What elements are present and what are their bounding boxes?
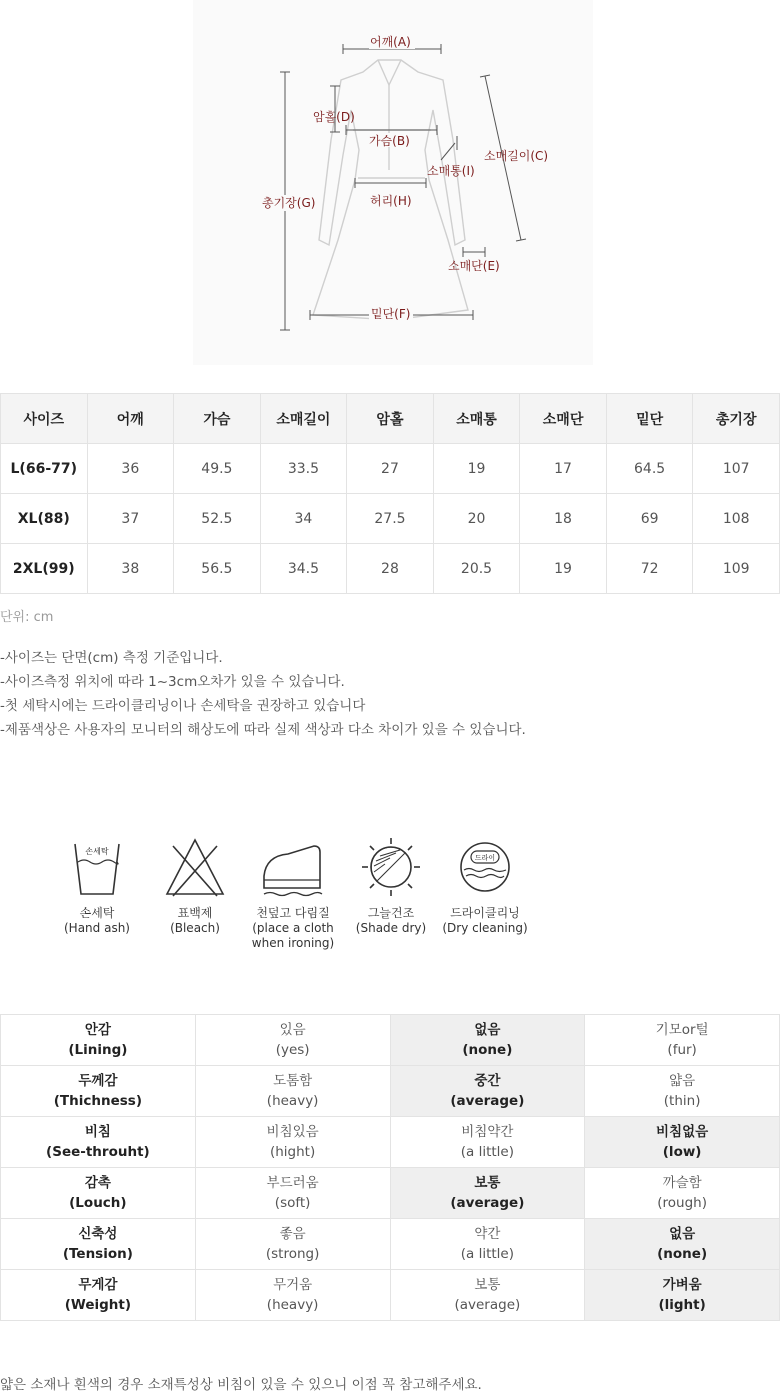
label-shoulder: 어깨(A): [370, 35, 411, 49]
note-item: -사이즈측정 위치에 따라 1~3cm오차가 있을 수 있습니다.: [0, 674, 345, 690]
label-sleeve-width: 소매통(I): [427, 164, 475, 178]
care-no-bleach: [150, 836, 240, 936]
table-cell: 17: [520, 444, 607, 494]
option-label: 약간: [474, 1226, 501, 1242]
fabric-option-selected: [390, 1015, 585, 1066]
fabric-option-selected: [390, 1168, 585, 1219]
option-label-en: (hight): [269, 1144, 316, 1160]
label-sleeve-length: 소매길이(C): [484, 149, 549, 163]
note-item: -첫 세탁시에는 드라이클리닝이나 손세탁을 권장하고 있습니다: [0, 698, 366, 714]
table-cell: 34.5: [260, 544, 347, 594]
care-iron: [248, 836, 338, 951]
header-cell: 총기장: [693, 394, 780, 444]
option-label: 무거움: [273, 1277, 313, 1293]
property-name: 안감: [84, 1022, 111, 1038]
table-cell: 33.5: [260, 444, 347, 494]
option-label: 도톰함: [273, 1073, 313, 1089]
option-label: 중간: [474, 1073, 501, 1089]
fabric-option-selected: [585, 1270, 780, 1321]
header-cell: 가슴: [174, 394, 261, 444]
fabric-row: [1, 1117, 780, 1168]
fabric-option-selected: [585, 1219, 780, 1270]
dry-clean-icon: [454, 836, 516, 898]
fabric-option-selected: [390, 1066, 585, 1117]
option-label: 없음: [474, 1022, 501, 1038]
care-sub: (place a cloth: [252, 921, 334, 935]
note-item: -제품색상은 사용자의 모니터의 해상도에 따라 실제 색상과 다소 차이가 있을 수 있습니다.: [0, 722, 526, 738]
fabric-option: [585, 1066, 780, 1117]
table-cell: 107: [693, 444, 780, 494]
option-label-en: (yes): [275, 1042, 310, 1058]
care-sub2: when ironing): [251, 936, 335, 950]
size-table-header: [1, 394, 780, 444]
care-shade-dry: [346, 836, 436, 936]
property-name: 신축성: [78, 1226, 118, 1242]
option-label-en: (average): [450, 1093, 525, 1109]
property-name: 무게감: [78, 1277, 118, 1293]
table-cell: 20: [433, 494, 520, 544]
option-label: 좋음: [279, 1226, 306, 1242]
size-name: XL(88): [1, 494, 88, 544]
option-label-en: (average): [454, 1297, 521, 1313]
fabric-option: [195, 1219, 390, 1270]
table-cell: 34: [260, 494, 347, 544]
option-label-en: (fur): [667, 1042, 697, 1058]
table-cell: 28: [347, 544, 434, 594]
table-cell: 72: [606, 544, 693, 594]
care-sub: (Dry cleaning): [442, 921, 528, 935]
fabric-row: [1, 1015, 780, 1066]
table-cell: 36: [87, 444, 174, 494]
fabric-option: [585, 1168, 780, 1219]
fabric-property: [1, 1270, 196, 1321]
option-label: 얇음: [669, 1073, 696, 1089]
option-label-en: (rough): [657, 1195, 707, 1211]
table-row: [1, 544, 780, 594]
footer-note: 얇은 소재나 흰색의 경우 소재특성상 비침이 있을 수 있으니 이점 꼭 참고해주세요.: [0, 1377, 482, 1393]
option-label-en: (light): [658, 1297, 706, 1313]
fabric-property: [1, 1066, 196, 1117]
option-label-en: (strong): [265, 1246, 320, 1262]
fabric-option: [390, 1270, 585, 1321]
dress-illustration: [193, 0, 593, 365]
property-name: 감촉: [84, 1175, 111, 1191]
iron-icon: [258, 836, 328, 898]
fabric-option: [390, 1117, 585, 1168]
option-label-en: (none): [462, 1042, 513, 1058]
option-label-en: (low): [662, 1144, 702, 1160]
fabric-option: [195, 1168, 390, 1219]
table-cell: 108: [693, 494, 780, 544]
fabric-option: [390, 1219, 585, 1270]
option-label-en: (none): [657, 1246, 708, 1262]
fabric-row: [1, 1270, 780, 1321]
table-cell: 20.5: [433, 544, 520, 594]
label-hem: 밑단(F): [371, 307, 411, 321]
option-label-en: (heavy): [266, 1093, 319, 1109]
option-label: 가벼움: [662, 1277, 702, 1293]
property-name-en: (Thichness): [53, 1093, 142, 1109]
header-cell: 소매통: [433, 394, 520, 444]
note-item: -사이즈는 단면(cm) 측정 기준입니다.: [0, 650, 223, 666]
option-label: 없음: [669, 1226, 696, 1242]
fabric-option: [195, 1117, 390, 1168]
option-label: 보통: [474, 1175, 501, 1191]
option-label: 비침있음: [266, 1124, 319, 1140]
table-cell: 49.5: [174, 444, 261, 494]
fabric-property: [1, 1015, 196, 1066]
header-cell: 소매단: [520, 394, 607, 444]
table-cell: 69: [606, 494, 693, 544]
size-name: 2XL(99): [1, 544, 88, 594]
property-name: 두께감: [78, 1073, 118, 1089]
care-label: 그늘건조: [367, 906, 415, 920]
fabric-option: [585, 1015, 780, 1066]
option-label-en: (average): [450, 1195, 525, 1211]
size-name: L(66-77): [1, 444, 88, 494]
care-dry-clean: [440, 836, 530, 936]
care-sub: (Bleach): [170, 921, 220, 935]
table-cell: 64.5: [606, 444, 693, 494]
option-label: 있음: [279, 1022, 306, 1038]
hand-wash-icon-text: 손세탁: [85, 847, 109, 856]
shade-dry-icon: [360, 836, 422, 898]
label-total-length: 총기장(G): [262, 196, 316, 210]
property-name-en: (Louch): [69, 1195, 127, 1211]
header-cell: 밑단: [606, 394, 693, 444]
label-armhole: 암홀(D): [313, 110, 355, 124]
table-cell: 27.5: [347, 494, 434, 544]
option-label-en: (heavy): [266, 1297, 319, 1313]
care-sub: (Shade dry): [355, 921, 427, 935]
hand-wash-icon: [67, 836, 127, 898]
fabric-row: [1, 1219, 780, 1270]
header-cell: 암홀: [347, 394, 434, 444]
measurement-diagram: [193, 0, 593, 365]
care-label: 천덮고 다림질: [256, 906, 330, 920]
size-notes: [0, 646, 526, 742]
property-name-en: (See-throuht): [46, 1144, 150, 1160]
fabric-property: [1, 1219, 196, 1270]
fabric-row: [1, 1168, 780, 1219]
size-table: [0, 393, 780, 594]
fabric-table: [0, 1014, 780, 1321]
option-label-en: (thin): [663, 1093, 701, 1109]
option-label: 비침없음: [656, 1124, 709, 1140]
no-bleach-icon: [163, 836, 227, 898]
property-name-en: (Lining): [68, 1042, 128, 1058]
option-label-en: (a little): [460, 1144, 514, 1160]
care-hand-wash: [52, 836, 142, 936]
care-label: 표백제: [177, 906, 213, 920]
option-label: 까슬함: [662, 1175, 702, 1191]
care-label: 손세탁: [79, 906, 115, 920]
fabric-option: [195, 1015, 390, 1066]
table-cell: 37: [87, 494, 174, 544]
fabric-option: [195, 1270, 390, 1321]
table-cell: 56.5: [174, 544, 261, 594]
table-cell: 109: [693, 544, 780, 594]
table-cell: 38: [87, 544, 174, 594]
option-label-en: (soft): [274, 1195, 311, 1211]
unit-note: 단위: cm: [0, 610, 54, 625]
table-row: [1, 494, 780, 544]
property-name: 비침: [84, 1124, 111, 1140]
option-label: 보통: [474, 1277, 501, 1293]
header-cell: 사이즈: [1, 394, 88, 444]
table-cell: 19: [433, 444, 520, 494]
label-waist: 허리(H): [370, 194, 412, 208]
fabric-property: [1, 1117, 196, 1168]
property-name-en: (Weight): [64, 1297, 131, 1313]
care-label: 드라이클리닝: [450, 906, 520, 920]
option-label-en: (a little): [460, 1246, 514, 1262]
table-row: [1, 444, 780, 494]
header-cell: 소매길이: [260, 394, 347, 444]
header-cell: 어깨: [87, 394, 174, 444]
option-label: 부드러움: [266, 1175, 319, 1191]
dry-clean-icon-text: 드라이: [474, 854, 496, 862]
fabric-property: [1, 1168, 196, 1219]
table-cell: 27: [347, 444, 434, 494]
option-label: 기모or털: [655, 1022, 709, 1038]
label-cuff: 소매단(E): [448, 259, 500, 273]
property-name-en: (Tension): [62, 1246, 133, 1262]
care-sub: (Hand ash): [64, 921, 130, 935]
label-chest: 가슴(B): [369, 134, 410, 148]
table-cell: 19: [520, 544, 607, 594]
fabric-row: [1, 1066, 780, 1117]
table-cell: 18: [520, 494, 607, 544]
fabric-option-selected: [585, 1117, 780, 1168]
fabric-option: [195, 1066, 390, 1117]
table-cell: 52.5: [174, 494, 261, 544]
option-label: 비침약간: [461, 1124, 514, 1140]
